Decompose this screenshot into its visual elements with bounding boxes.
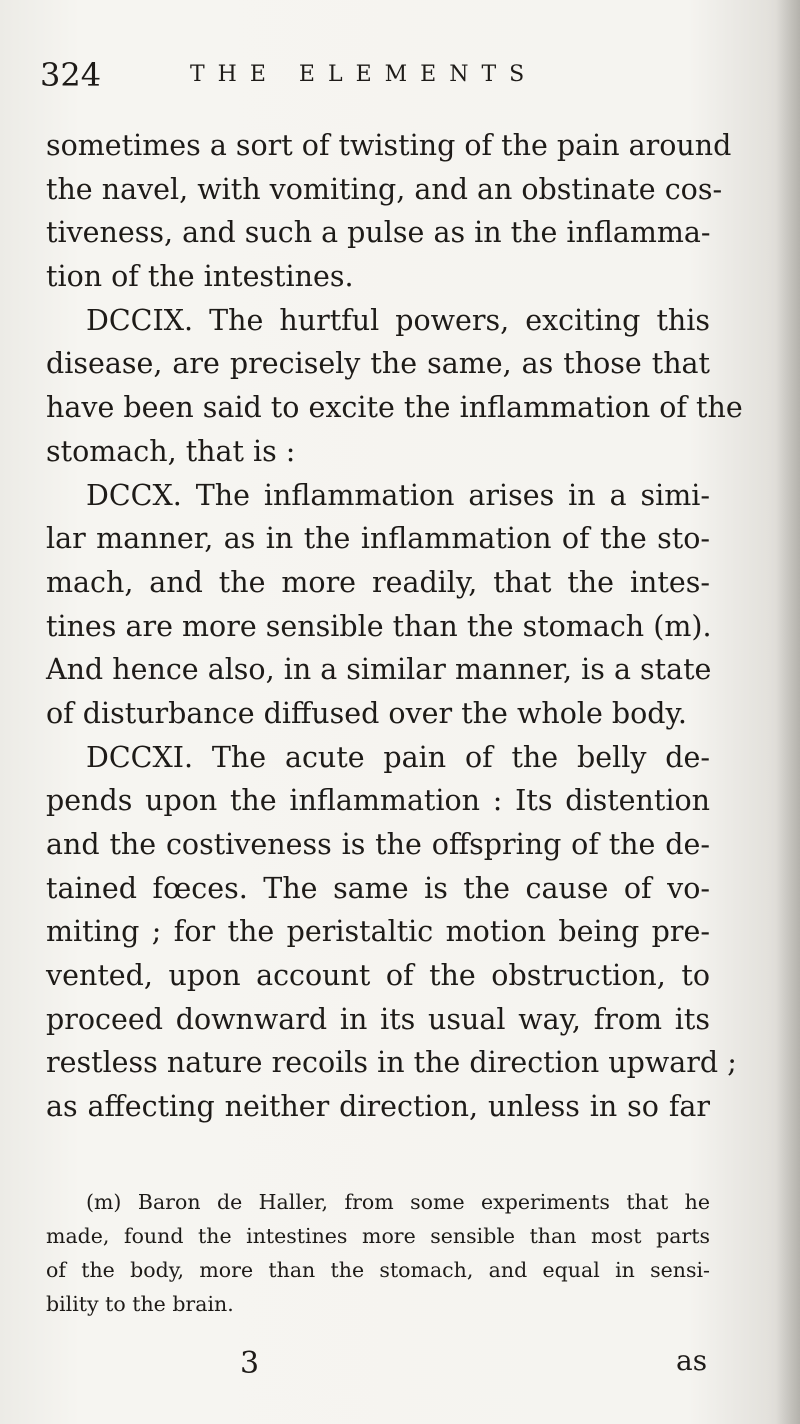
text-line: have been said to excite the inflammation of the [46,391,743,425]
text-line: sometimes a sort of twisting of the pain around [46,129,732,162]
text-line: as affecting neither direction, unless in so far [46,1090,710,1124]
footnote-line: made, found the intestines more sensible than most parts [46,1224,710,1248]
text-line: disease, are precisely the same, as those that [46,347,710,381]
running-head: THE ELEMENTS [190,62,538,87]
footnote-line: (m) Baron de Haller, from some experiments that he [86,1190,710,1214]
text-line: DCCIX. The hurtful powers, exciting this [86,303,710,337]
text-line: tines are more sensible than the stomach (m). [46,609,712,643]
text-line: proceed downward in its usual way, from its [46,1002,710,1036]
footnote-line: bility to the brain. [46,1292,234,1316]
text-line: restless nature recoils in the direction upward ; [46,1046,737,1080]
text-line: DCCX. The inflammation arises in a simi- [86,478,710,512]
text-line: tained fœces. The same is the cause of vo- [46,871,710,905]
text-line: stomach, that is : [46,434,296,468]
text-line: the navel, with vomiting, and an obstinate cos- [46,172,723,206]
body-text [46,124,743,1129]
catchword: as [676,1344,708,1377]
text-line: and the costiveness is the offspring of the de- [46,828,710,861]
text-line: tion of the intestines. [46,260,354,294]
footnote [46,1185,710,1321]
text-line: tiveness, and such a pulse as in the inflamma- [46,216,711,250]
signature-mark: 3 [240,1346,260,1381]
footnote-line: of the body, more than the stomach, and equal in sensi- [46,1258,710,1282]
text-line: And hence also, in a similar manner, is a state [46,653,712,687]
text-line: of disturbance diffused over the whole body. [46,696,687,730]
page-number: 324 [40,56,102,94]
page-edge-shadow [776,0,800,1424]
page-header [40,56,740,96]
text-line: lar manner, as in the inflammation of the sto- [46,522,710,556]
text-line: DCCXI. The acute pain of the belly de- [86,740,710,774]
text-line: vented, upon account of the obstruction, to [46,959,710,993]
text-line: mach, and the more readily, that the intes- [46,565,710,599]
text-line: pends upon the inflammation : Its distention [46,784,710,818]
text-line: miting ; for the peristaltic motion being pre- [46,915,710,949]
